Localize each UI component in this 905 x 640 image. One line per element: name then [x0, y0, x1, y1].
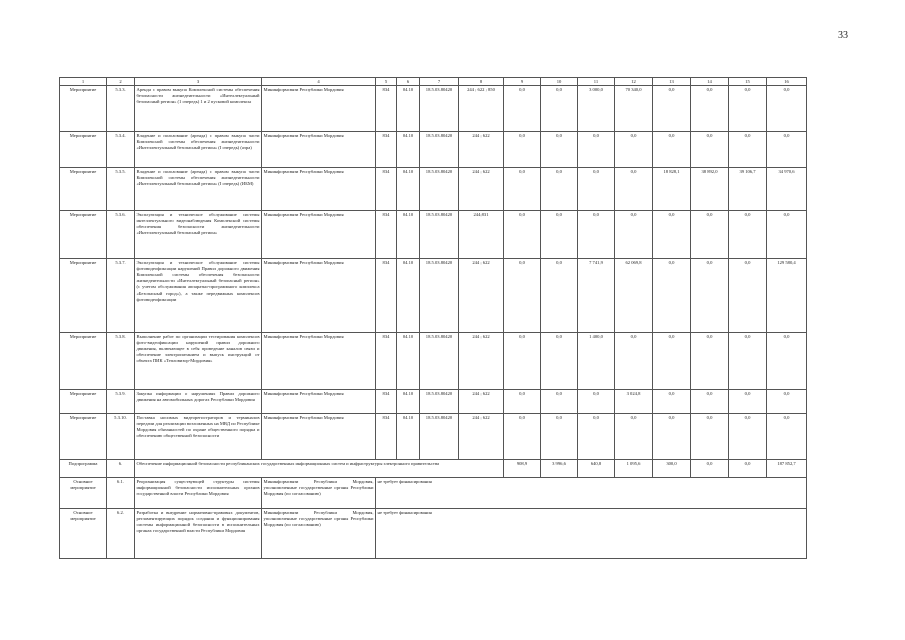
executor: Мининформсвязи Республики Мордовия, уполномоченные государственные органы Республики Мордовия (по согласованию): [262, 478, 376, 509]
grbs-code: 834: [376, 168, 397, 211]
amount-cell: 0,0: [504, 333, 541, 390]
executor: Мининформсвязи Республики Мордовия: [262, 390, 376, 414]
grbs-code: 834: [376, 132, 397, 168]
amount-cell: 0,0: [578, 211, 615, 259]
amount-cell: 0,0: [615, 414, 653, 460]
vr-code: 244 ; 622: [459, 132, 504, 168]
amount-cell: 0,0: [541, 259, 578, 333]
amount-cell: 0,0: [578, 132, 615, 168]
budget-table: [59, 77, 807, 559]
rzpr-code: 04.10: [397, 211, 420, 259]
column-number: 14: [691, 78, 729, 86]
row-type: Мероприятие: [60, 132, 107, 168]
row-type: Мероприятие: [60, 168, 107, 211]
amount-cell: 0,0: [578, 414, 615, 460]
column-number: 3: [135, 78, 262, 86]
rzpr-code: 04.10: [397, 86, 420, 132]
executor: Мининформсвязи Республики Мордовия: [262, 168, 376, 211]
amount-cell: 0,0: [729, 333, 767, 390]
amount-cell: 0,0: [691, 390, 729, 414]
activity-name: Владение и пользование (аренда) с правом выкупа части Комплексной системы обеспечения жизнедеятельности «Интеллектуальный безопасный регион» (I очередь) (аэра): [135, 132, 262, 168]
row-number: 6.: [107, 460, 135, 478]
row-type: Мероприятие: [60, 211, 107, 259]
column-number: 11: [578, 78, 615, 86]
amount-cell: 0,0: [578, 168, 615, 211]
column-number: 5: [376, 78, 397, 86]
page-number: 33: [838, 30, 848, 41]
grbs-code: 834: [376, 259, 397, 333]
amount-cell: 0,0: [541, 211, 578, 259]
amount-cell: 0,0: [504, 259, 541, 333]
amount-cell: 0,0: [615, 333, 653, 390]
amount-cell: 0,0: [653, 211, 691, 259]
amount-cell: 39 106,7: [729, 168, 767, 211]
rzpr-code: 04.10: [397, 168, 420, 211]
column-number: 4: [262, 78, 376, 86]
column-number: 6: [397, 78, 420, 86]
table-header-row: [60, 78, 807, 86]
executor: Мининформсвязи Республики Мордовия, уполномоченные государственные органы Республики Мордовия (по согласованию): [262, 509, 376, 559]
row-number: 5.3.9.: [107, 390, 135, 414]
amount-cell: 1 400,0: [578, 333, 615, 390]
csr-code: 18.5.03.80420: [420, 414, 459, 460]
amount-cell: 0,0: [504, 211, 541, 259]
amount-cell: 0,0: [767, 86, 807, 132]
vr-code: 244;831: [459, 211, 504, 259]
amount-cell: 0,0: [729, 390, 767, 414]
amount-cell: 0,0: [541, 333, 578, 390]
csr-code: 18.5.03.80420: [420, 390, 459, 414]
activity-name: Эксплуатация и техническое обслуживание системы фотовидеофиксации нарушений Правил дорожного движения Комплексной системы обеспечения безопасности жизнедеятельности «Интеллектуальный безопасный регион» (с учетом обслуживания аппаратно-программного комплекса «Безопасный город»), а также передвижных комплексов фотовидеофиксации: [135, 259, 262, 333]
amount-cell: 0,0: [541, 390, 578, 414]
vr-code: 244 ; 622: [459, 414, 504, 460]
amount-cell: 0,0: [615, 168, 653, 211]
row-number: 5.3.3.: [107, 86, 135, 132]
row-number: 6.2.: [107, 509, 135, 559]
amount-cell: 0,0: [504, 86, 541, 132]
amount-cell: 0,0: [541, 414, 578, 460]
amount-cell: 129 580,4: [767, 259, 807, 333]
column-number: 2: [107, 78, 135, 86]
activity-name: Владение и пользование (аренда) с правом выкупа части Комплексной системы обеспечения жизнедеятельности «Интеллектуальный безопасный регион» (I очередь) (ИБМ): [135, 168, 262, 211]
row-type: Подпрограмма: [60, 460, 107, 478]
rzpr-code: 04.10: [397, 390, 420, 414]
amount-cell: 0,0: [504, 168, 541, 211]
column-number: 7: [420, 78, 459, 86]
activity-name: Выполнение работ по организации тестирования комплексов фото-видеофиксации нарушений правил дорожного движения, включающее в себя проведение каналов связи и обеспечение электропитанием и выпуск инструкций от объекта ПИК «Тепловизор-Мордовия»: [135, 333, 262, 390]
amount-cell: 0,0: [729, 86, 767, 132]
amount-cell: 0,0: [541, 86, 578, 132]
amount-cell: 0,0: [729, 460, 767, 478]
amount-cell: 0,0: [615, 211, 653, 259]
activity-name: Разработка и внедрение нормативно-правовых документов, регламентирующих порядок создания и функционирования системы информационной безопасности в исполнительных органах государственной власти Республики Мордовия: [135, 509, 262, 559]
table-row: [60, 414, 807, 460]
amount-cell: 0,0: [691, 259, 729, 333]
amount-cell: 0,0: [615, 132, 653, 168]
amount-cell: 0,0: [691, 414, 729, 460]
amount-cell: 3 024,8: [615, 390, 653, 414]
rzpr-code: 04.10: [397, 333, 420, 390]
amount-cell: 0,0: [691, 460, 729, 478]
executor: Мининформсвязи Республики Мордовия: [262, 333, 376, 390]
vr-code: 244 ; 622: [459, 259, 504, 333]
vr-code: 244 ; 622: [459, 333, 504, 390]
amount-cell: 0,0: [691, 333, 729, 390]
csr-code: 18.5.03.80420: [420, 333, 459, 390]
amount-cell: 3 000,0: [578, 86, 615, 132]
activity-name: Аренда с правом выкупа Комплексной системы обеспечения безопасности жизнедеятельности «Интеллектуальный безопасный регион» (1 очередь) 1 и 2 пусковой комплексы: [135, 86, 262, 132]
amount-cell: 7 741,9: [578, 259, 615, 333]
row-type: Мероприятие: [60, 86, 107, 132]
amount-cell: 0,0: [653, 86, 691, 132]
amount-cell: 0,0: [504, 390, 541, 414]
amount-cell: 0,0: [653, 414, 691, 460]
funding-note: не требует финансирования: [376, 478, 807, 509]
vr-code: 244 ; 622 ; 850: [459, 86, 504, 132]
rzpr-code: 04.10: [397, 132, 420, 168]
amount-cell: 0,0: [767, 132, 807, 168]
amount-cell: 300,0: [653, 460, 691, 478]
row-number: 5.3.10.: [107, 414, 135, 460]
amount-cell: 0,0: [767, 211, 807, 259]
activity-name: Закупка информации о нарушениях Правил дорожного движения на автомобильных дорогах Республики Мордовия: [135, 390, 262, 414]
table-row: [60, 132, 807, 168]
csr-code: 18.5.03.80420: [420, 168, 459, 211]
rzpr-code: 04.10: [397, 414, 420, 460]
amount-cell: 0,0: [729, 211, 767, 259]
amount-cell: 0,0: [504, 414, 541, 460]
column-number: 8: [459, 78, 504, 86]
column-number: 1: [60, 78, 107, 86]
amount-cell: 70 340,0: [615, 86, 653, 132]
activity-name: Эксплуатация и техническое обслуживание системы интеллектуального видеонаблюдения Комплексной системы обеспечения безопасности жизнедеятельности «Интеллектуальный безопасный регион»: [135, 211, 262, 259]
amount-cell: 187 852,7: [767, 460, 807, 478]
table-row: [60, 168, 807, 211]
column-number: 16: [767, 78, 807, 86]
table-row: [60, 86, 807, 132]
amount-cell: 0,0: [691, 132, 729, 168]
row-type: Мероприятие: [60, 390, 107, 414]
row-number: 5.3.6.: [107, 211, 135, 259]
amount-cell: 0,0: [691, 86, 729, 132]
amount-cell: 640,8: [578, 460, 615, 478]
row-number: 5.3.5.: [107, 168, 135, 211]
amount-cell: 3 996,6: [541, 460, 578, 478]
amount-cell: 908,9: [504, 460, 541, 478]
amount-cell: 0,0: [729, 259, 767, 333]
grbs-code: 834: [376, 86, 397, 132]
subprogram-row: [60, 460, 807, 478]
activity-name: Реорганизация существующей структуры системы информационной безопасности исполнительных органов государственной власти Республики Мордовия: [135, 478, 262, 509]
vr-code: 244 ; 622: [459, 168, 504, 211]
column-number: 12: [615, 78, 653, 86]
amount-cell: 0,0: [653, 333, 691, 390]
amount-cell: 18 828,1: [653, 168, 691, 211]
grbs-code: 834: [376, 390, 397, 414]
row-type: Мероприятие: [60, 259, 107, 333]
executor: Мининформсвязи Республики Мордовия: [262, 414, 376, 460]
amount-cell: 0,0: [767, 414, 807, 460]
executor: Мининформсвязи Республики Мордовия: [262, 132, 376, 168]
executor: Мининформсвязи Республики Мордовия: [262, 259, 376, 333]
table-row: [60, 390, 807, 414]
grbs-code: 834: [376, 333, 397, 390]
activity-name: Поставка носимых видеорегистраторов и терминалов передачи для реализации возложенных на МВД по Республике Мордовия обязанностей по охране общественного порядка и обеспечению общественной безопасности: [135, 414, 262, 460]
amount-cell: 0,0: [653, 132, 691, 168]
row-type: Основное мероприятие: [60, 478, 107, 509]
table-row: [60, 259, 807, 333]
executor: Мининформсвязи Республики Мордовия: [262, 211, 376, 259]
row-type: Мероприятие: [60, 414, 107, 460]
column-number: 10: [541, 78, 578, 86]
amount-cell: 0,0: [767, 390, 807, 414]
csr-code: 18.5.03.80420: [420, 211, 459, 259]
grbs-code: 834: [376, 414, 397, 460]
column-number: 9: [504, 78, 541, 86]
amount-cell: 1 095,6: [615, 460, 653, 478]
row-type: Основное мероприятие: [60, 509, 107, 559]
csr-code: 18.5.03.80420: [420, 86, 459, 132]
row-number: 5.3.7.: [107, 259, 135, 333]
grbs-code: 834: [376, 211, 397, 259]
column-number: 13: [653, 78, 691, 86]
amount-cell: 0,0: [504, 132, 541, 168]
amount-cell: 0,0: [767, 333, 807, 390]
row-type: Мероприятие: [60, 333, 107, 390]
table-body: [60, 78, 807, 559]
executor: Мининформсвязи Республики Мордовия: [262, 86, 376, 132]
column-number: 15: [729, 78, 767, 86]
csr-code: 18.5.03.80420: [420, 259, 459, 333]
amount-cell: 0,0: [541, 132, 578, 168]
vr-code: 244 ; 622: [459, 390, 504, 414]
amount-cell: 0,0: [653, 259, 691, 333]
row-number: 5.3.8.: [107, 333, 135, 390]
amount-cell: 0,0: [691, 211, 729, 259]
rzpr-code: 04.10: [397, 259, 420, 333]
funding-note: не требует финансирования: [376, 509, 807, 559]
amount-cell: 0,0: [578, 390, 615, 414]
table-row: [60, 211, 807, 259]
amount-cell: 0,0: [653, 390, 691, 414]
row-number: 6.1.: [107, 478, 135, 509]
amount-cell: 0,0: [729, 132, 767, 168]
row-number: 5.3.4.: [107, 132, 135, 168]
amount-cell: 34 970,6: [767, 168, 807, 211]
table-row: [60, 333, 807, 390]
subprogram-name: Обеспечение информационной безопасности республиканских государственных информационных систем и инфраструктуры электронного правительства: [135, 460, 504, 478]
main-activity-row: [60, 478, 807, 509]
amount-cell: 0,0: [729, 414, 767, 460]
amount-cell: 0,0: [541, 168, 578, 211]
amount-cell: 38 892,0: [691, 168, 729, 211]
main-activity-row: [60, 509, 807, 559]
csr-code: 18.5.03.80420: [420, 132, 459, 168]
amount-cell: 62 069,8: [615, 259, 653, 333]
